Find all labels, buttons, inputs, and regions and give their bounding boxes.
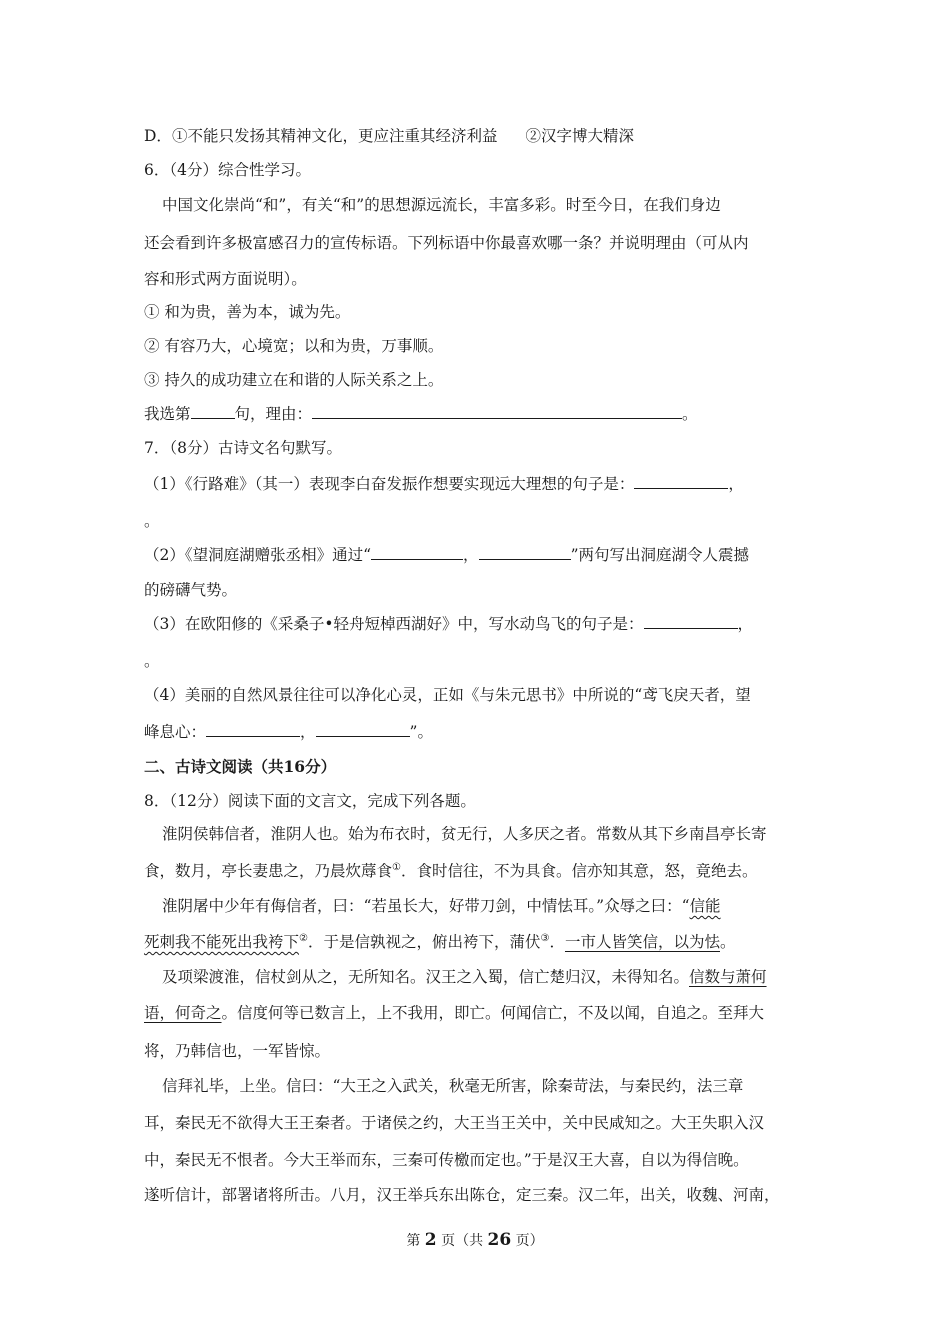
footer-prefix: 第 — [406, 1233, 421, 1249]
section-2-title: 二、古诗文阅读（共16分） — [144, 757, 337, 776]
q8-p2-text-2: ．于是信孰视之，俯出袴下，蒲伏 — [307, 933, 541, 951]
q8-p3-text-2: 。信度何等已数言上，上不我用，即亡。何闻信亡，不及以闻，自追之。至拜大 — [221, 1004, 765, 1022]
q6-slogan-1: ① 和为贵，善为本，诚为先。 — [144, 303, 351, 321]
q7-item-3-prompt: （3）在欧阳修的《采桑子•轻舟短棹西湖好》中，写水动鸟飞的句子是： — [144, 615, 644, 633]
q7-item-1-blank-1[interactable] — [634, 474, 728, 489]
q8-p1-text-2: ．食时信往，不为具食。信亦知其意，怒，竟绝去。 — [400, 862, 758, 880]
q8-p1-text: 食，数月，亭长妻患之，乃晨炊蓐食 — [144, 862, 393, 880]
q7-item-1 — [144, 474, 744, 494]
page-number: 2 — [424, 1230, 437, 1250]
q6-answer-prefix: 我选第 — [144, 405, 191, 423]
q7-item-3-blank-1[interactable] — [644, 614, 738, 629]
wavy-underlined-phrase-1: 信能 — [689, 897, 721, 915]
q6-paragraph-line-2: 还会看到许多极富感召力的宣传标语。下列标语中你最喜欢哪一条？并说明理由（可从内 — [144, 234, 749, 252]
option-d-line — [144, 126, 634, 146]
q8-p3-line-1 — [162, 967, 767, 987]
q7-item-4-blank-1[interactable] — [206, 722, 300, 737]
footnote-3-marker: ③ — [540, 932, 550, 944]
q8-p1-line-2 — [144, 861, 758, 881]
q7-item-1-comma: ， — [728, 475, 744, 493]
option-d-label: D． — [144, 127, 172, 145]
q7-item-3-comma: ， — [737, 615, 754, 633]
q6-answer-end: 。 — [682, 405, 698, 423]
underlined-sentence-2-cont: 语，何奇之 — [144, 1004, 222, 1022]
wavy-underlined-phrase-2: 死刺我不能死出我袴下 — [144, 933, 300, 951]
q7-item-2-comma: ， — [463, 546, 479, 564]
q8-header: 8．（12分）阅读下面的文言文，完成下列各题。 — [144, 792, 476, 810]
q7-item-4: （4）美丽的自然风景往往可以净化心灵，正如《与朱元思书》中所说的“鸢飞戾天者，望 — [144, 686, 751, 704]
q8-p2-period: ． — [549, 933, 565, 951]
q7-item-2-blank-2[interactable] — [479, 545, 571, 560]
q8-p2-text: 淮阴屠中少年有侮信者，曰：“若虽长大，好带刀剑，中情怯耳。”众辱之曰：“ — [162, 897, 690, 915]
q8-p3-text: 及项梁渡淮，信杖剑从之，无所知名。汉王之入蜀，信亡楚归汉，未得知名。 — [162, 968, 690, 986]
q7-header: 7．（8分）古诗文名句默写。 — [144, 439, 342, 457]
q7-item-3 — [144, 614, 753, 634]
q7-item-4-prompt: 峰息心： — [144, 723, 207, 741]
q7-item-1-prompt: （1）《行路难》（其一）表现李白奋发振作想要实现远大理想的句子是： — [144, 475, 635, 493]
q6-slogan-2: ② 有容乃大，心境宽；以和为贵，万事顺。 — [144, 337, 444, 355]
q8-p4-line-2: 耳，秦民无不欲得大王王秦者。于诸侯之约，大王当王关中，关中民咸知之。大王失职入汉 — [144, 1114, 765, 1132]
q8-p4-line-3: 中，秦民无不恨者。今大王举而东，三秦可传檄而定也。”于是汉王大喜，自以为得信晚。 — [144, 1151, 749, 1169]
q7-item-2-blank-1[interactable] — [371, 545, 463, 560]
q8-p2-line-2 — [144, 932, 736, 952]
q8-p3-line-2 — [144, 1003, 764, 1023]
option-d-part2: ②汉字博大精深 — [525, 127, 634, 145]
q8-p4-line-4: 遂听信计，部署诸将所击。八月，汉王举兵东出陈仓，定三秦。汉二年，出关，收魏、河南， — [144, 1186, 780, 1204]
q7-item-4-comma: ， — [300, 723, 316, 741]
q7-item-2-line-2: 的磅礴气势。 — [144, 581, 238, 599]
q8-p3-line-3: 将，乃韩信也，一军皆惊。 — [144, 1042, 331, 1060]
q7-item-2-suffix: ”两句写出洞庭湖令人震撼 — [570, 546, 749, 564]
q7-item-1-end: 。 — [144, 512, 160, 530]
footnote-2-marker: ② — [299, 932, 308, 944]
q6-paragraph-line-3: 容和形式两方面说明）。 — [144, 270, 307, 288]
q6-header: 6．（4分）综合性学习。 — [144, 161, 311, 179]
q7-item-4-line-2 — [144, 722, 433, 742]
page-footer — [0, 1230, 950, 1251]
underlined-sentence-2: 信数与萧何 — [689, 968, 767, 986]
q6-answer-line — [144, 404, 698, 424]
underlined-sentence-1: 一市人皆笑信，以为怯 — [564, 933, 720, 951]
q6-reason-blank[interactable] — [312, 404, 682, 419]
q8-p1-line-1: 淮阴侯韩信者，淮阴人也。始为布衣时，贫无行，人多厌之者。常数从其下乡南昌亭长寄 — [162, 825, 767, 843]
q8-p2-end: 。 — [720, 933, 736, 951]
q6-reason-label: 句，理由： — [234, 405, 313, 423]
q6-choice-blank[interactable] — [191, 404, 235, 419]
q7-item-2-prompt: （2）《望洞庭湖赠张丞相》通过“ — [144, 546, 372, 564]
q8-p2-line-1 — [162, 896, 721, 916]
option-d-part1: ①不能只发扬其精神文化，更应注重其经济利益 — [171, 127, 498, 145]
footer-suffix: 页） — [515, 1233, 544, 1249]
q8-p4-line-1: 信拜礼毕，上坐。信曰：“大王之入武关，秋毫无所害，除秦苛法，与秦民约，法三章 — [162, 1077, 744, 1095]
q6-slogan-3: ③ 持久的成功建立在和谐的人际关系之上。 — [144, 371, 444, 389]
q7-item-3-end: 。 — [144, 652, 160, 670]
q6-paragraph-line-1: 中国文化崇尚“和”，有关“和”的思想源远流长，丰富多彩。时至今日，在我们身边 — [162, 196, 721, 214]
q7-item-4-blank-2[interactable] — [316, 722, 410, 737]
q7-item-4-end: ”。 — [409, 723, 433, 741]
q7-item-2 — [144, 545, 749, 565]
total-pages: 26 — [487, 1230, 512, 1250]
footer-middle: 页（共 — [441, 1233, 484, 1249]
footnote-1-marker: ① — [392, 861, 401, 873]
